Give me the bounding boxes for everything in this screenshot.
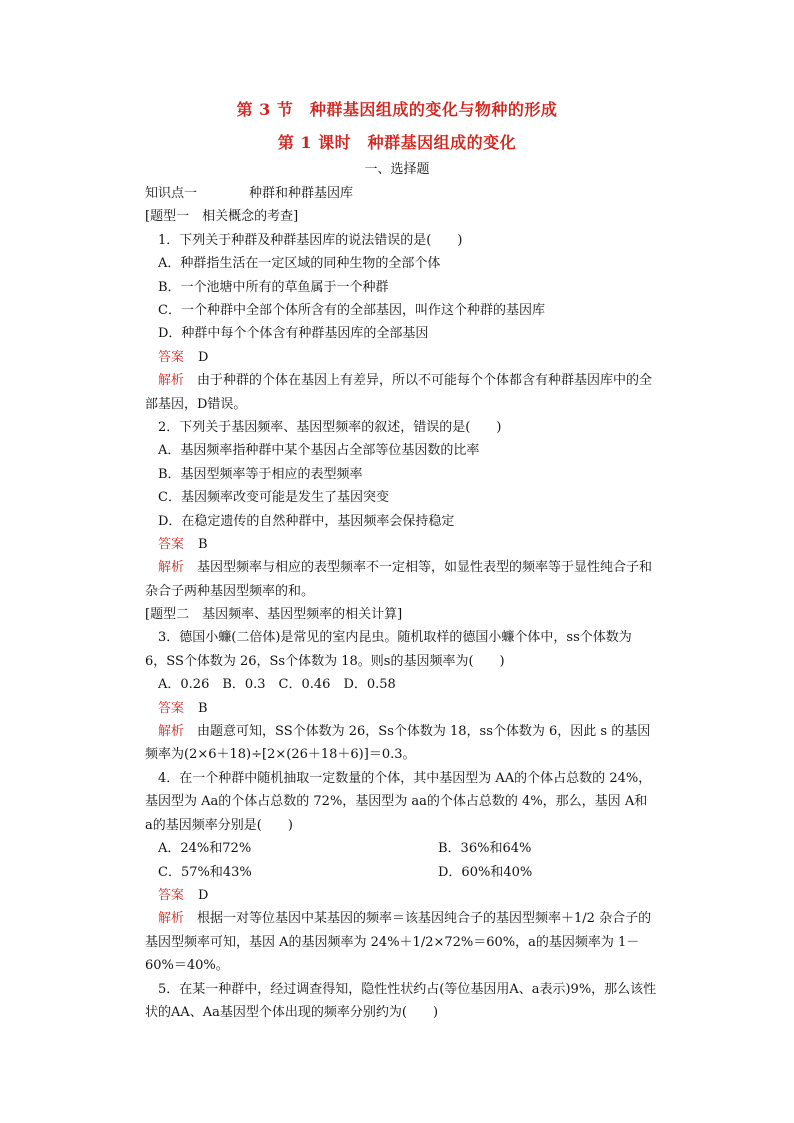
answer-value: D xyxy=(198,887,209,903)
question-4-option-d: D．60%和40% xyxy=(438,864,533,880)
question-4-option-c: C．57%和43% xyxy=(158,864,252,880)
question-1-option-c: C．一个种群中全部个体所含有的全部基因，叫作这个种群的基因库 xyxy=(158,302,545,318)
question-4-options-row-1 xyxy=(145,837,657,860)
answer-value: B xyxy=(198,700,208,716)
answer-label: 答案 xyxy=(158,349,185,365)
analysis-text: 基因型频率与相应的表型频率不一定相等，如显性表型的频率等于显性纯合子和杂合子两种基因型频率的和。 xyxy=(145,560,653,599)
question-3-stem: 3．德国小蠊(二倍体)是常见的室内昆虫。随机取样的德国小蠊个体中，ss个体数为 6，SS个体数为 26，Ss个体数为 18。则s的基因频率为( ) xyxy=(145,630,632,669)
analysis-text: 由于种群的个体在基因上有差异，所以不可能每个个体都含有种群基因库中的全部基因，D错误。 xyxy=(145,373,653,412)
answer-value: D xyxy=(198,349,209,365)
question-1-analysis xyxy=(145,369,657,416)
answer-label: 答案 xyxy=(158,536,185,552)
question-type-2: [题型二 基因频率、基因型频率的相关计算] xyxy=(145,607,403,623)
answer-value: B xyxy=(198,536,208,552)
question-4-options-row-2 xyxy=(145,861,657,884)
question-3-options: A．0.26 B．0.3 C．0.46 D．0.58 xyxy=(158,677,396,693)
question-5-stem: 5．在某一种群中，经过调查得知，隐性性状约占(等位基因用A、a表示)9%，那么该性状的AA、Aa基因型个体出现的频率分别约为( ) xyxy=(145,981,657,1020)
section-label: 一、选择题 xyxy=(364,162,430,177)
question-2-analysis xyxy=(145,556,657,603)
question-1-option-a: A．种群指生活在一定区域的同种生物的全部个体 xyxy=(158,256,441,272)
question-4-option-a: A．24%和72% xyxy=(158,841,252,857)
question-type-1: [题型一 相关概念的考查] xyxy=(145,209,299,225)
question-4-stem: 4．在一个种群中随机抽取一定数量的个体，其中基因型为 AA的个体占总数的 24%，基因型为 Aa的个体占总数的 72%，基因型为 aa的个体占总数的 4%，那么，基因 A和 a的基因频率分别是( ) xyxy=(145,770,652,833)
knowledge-point xyxy=(145,182,657,205)
question-4-answer xyxy=(145,884,657,907)
question-4-option-b: B．36%和64% xyxy=(438,841,532,857)
question-4-analysis xyxy=(145,907,657,977)
question-2-option-a: A．基因频率指种群中某个基因占全部等位基因数的比率 xyxy=(158,443,480,459)
question-3-answer xyxy=(145,697,657,720)
analysis-label: 解析 xyxy=(158,373,185,389)
question-2-option-d: D．在稳定遗传的自然种群中，基因频率会保持稳定 xyxy=(158,513,455,529)
analysis-label: 解析 xyxy=(158,724,185,740)
knowledge-point-label: 知识点一 xyxy=(145,186,198,201)
analysis-label: 解析 xyxy=(158,911,185,927)
question-1-option-b: B．一个池塘中所有的草鱼属于一个种群 xyxy=(158,279,389,295)
question-1-stem: 1．下列关于种群及种群基因库的说法错误的是( ) xyxy=(158,232,463,248)
question-2-option-c: C．基因频率改变可能是发生了基因突变 xyxy=(158,490,389,506)
question-3-analysis xyxy=(145,720,657,767)
question-1-option-d: D．种群中每个个体含有种群基因库的全部基因 xyxy=(158,326,429,342)
knowledge-point-title: 种群和种群基因库 xyxy=(249,186,354,201)
answer-label: 答案 xyxy=(158,887,185,903)
question-1-answer xyxy=(145,346,657,369)
question-2-answer xyxy=(145,533,657,556)
analysis-text: 根据一对等位基因中某基因的频率＝该基因纯合子的基因型频率＋1/2 杂合子的基因型频率可知，基因 A的基因频率为 24%＋1/2×72%＝60%，a的基因频率为 1－60%＝40%。 xyxy=(145,911,652,974)
lesson-title: 第 1 课时 种群基因组成的变化 xyxy=(277,133,517,152)
answer-label: 答案 xyxy=(158,700,185,716)
content-body xyxy=(145,182,657,1024)
question-2-option-b: B．基因型频率等于相应的表型频率 xyxy=(158,466,363,482)
analysis-text: 由题意可知，SS个体数为 26，Ss个体数为 18，ss个体数为 6，因此 s 的基因频率为(2×6＋18)÷[2×(26＋18＋6)]＝0.3。 xyxy=(145,724,651,763)
section-title: 第 3 节 种群基因组成的变化与物种的形成 xyxy=(236,100,558,119)
analysis-label: 解析 xyxy=(158,560,185,576)
question-2-stem: 2．下列关于基因频率、基因型频率的叙述，错误的是( ) xyxy=(158,419,502,435)
